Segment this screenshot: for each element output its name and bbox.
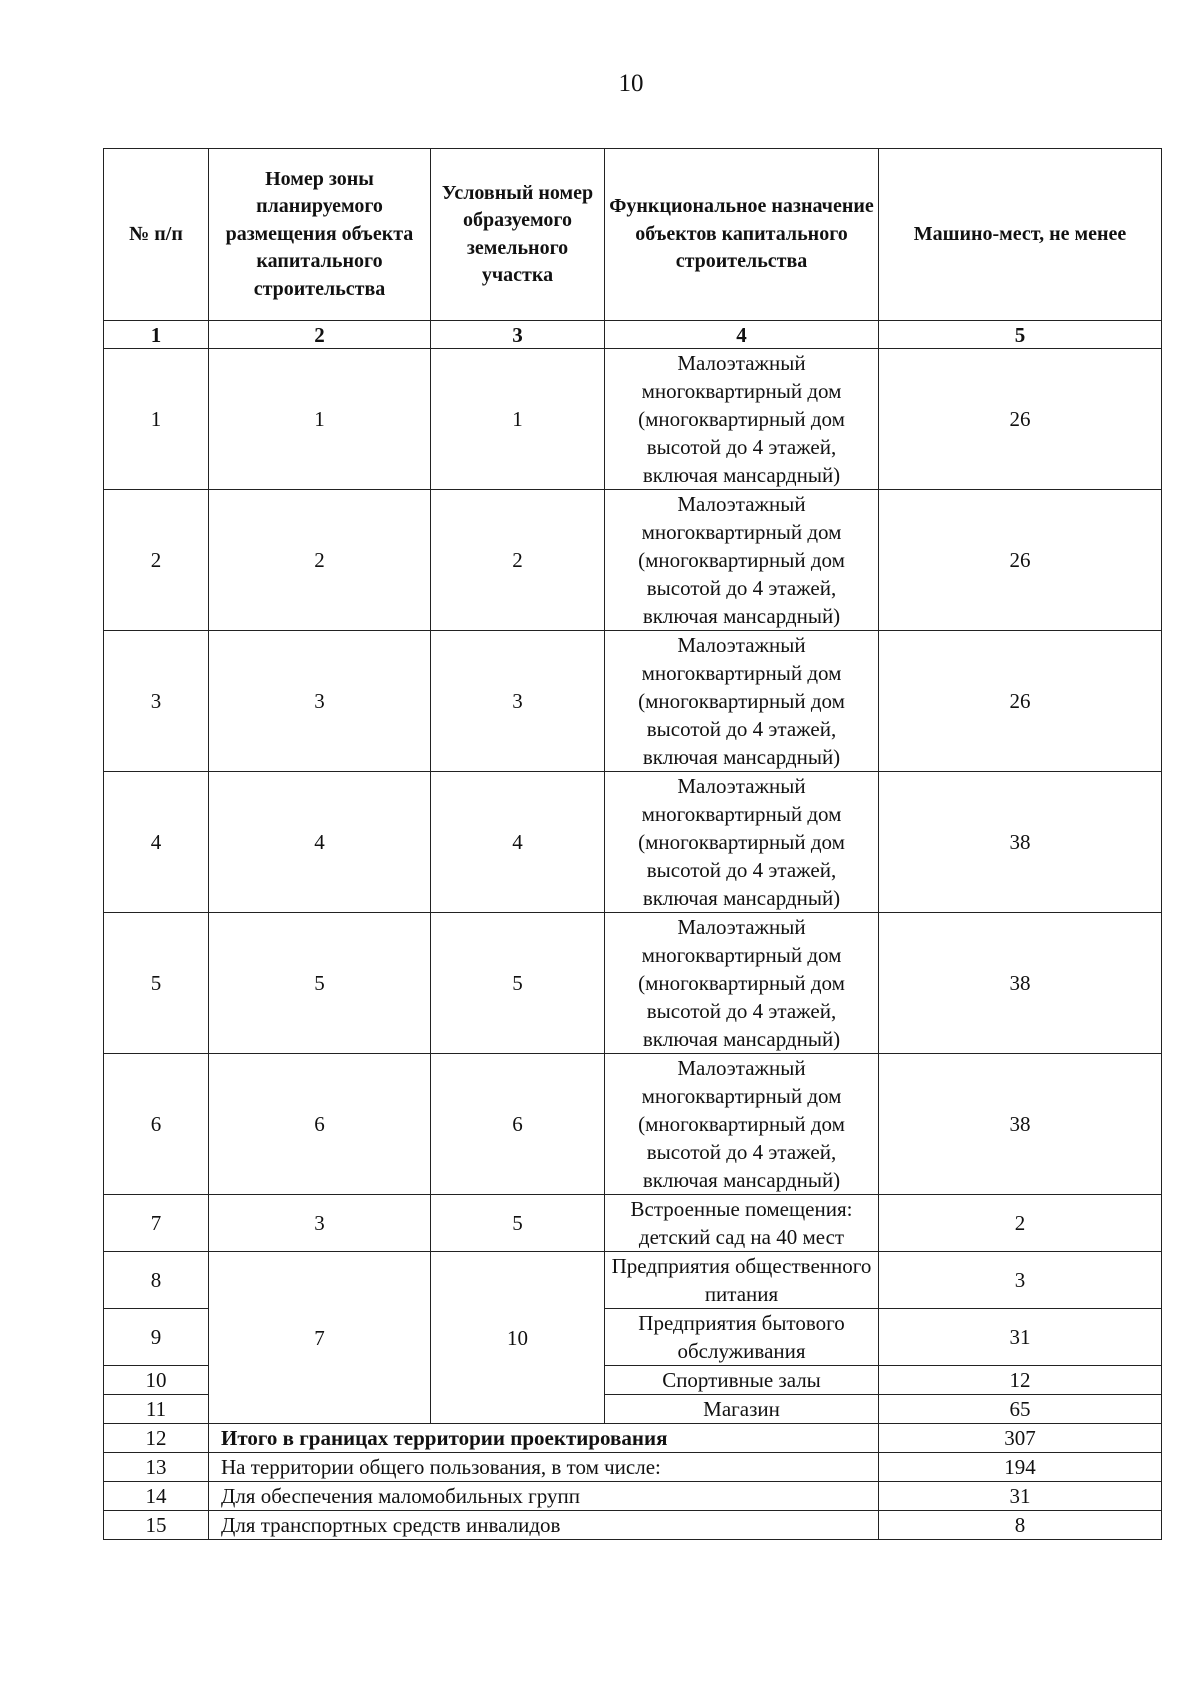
page-number: 10: [618, 70, 644, 97]
parking-spaces: 26: [879, 349, 1162, 490]
parking-spaces: 12: [879, 1366, 1162, 1395]
zone-number: 3: [209, 631, 431, 772]
purpose: Малоэтажный многоквартирный дом (многоквартирный дом высотой до 4 этажей, включая мансардный): [605, 913, 879, 1054]
parking-spaces: 65: [879, 1395, 1162, 1424]
table-row: [104, 772, 1162, 913]
header-zone-number: Номер зоны планируемого размещения объекта капитального строительства: [209, 149, 431, 321]
column-number: 4: [605, 321, 879, 349]
row-number: 15: [104, 1511, 209, 1540]
zone-number: 6: [209, 1054, 431, 1195]
summary-row: [104, 1482, 1162, 1511]
zone-number: 1: [209, 349, 431, 490]
table-header-row: [104, 149, 1162, 321]
parking-spaces: 38: [879, 772, 1162, 913]
purpose: Малоэтажный многоквартирный дом (многоквартирный дом высотой до 4 этажей, включая мансардный): [605, 490, 879, 631]
table-row: [104, 1252, 1162, 1309]
column-number: 2: [209, 321, 431, 349]
parking-spaces: 26: [879, 631, 1162, 772]
plot-number: 6: [431, 1054, 605, 1195]
purpose: Спортивные залы: [605, 1366, 879, 1395]
zone-number: 2: [209, 490, 431, 631]
summary-label: Для обеспечения маломобильных групп: [209, 1482, 879, 1511]
plot-number: 1: [431, 349, 605, 490]
summary-label: Итого в границах территории проектирования: [209, 1424, 879, 1453]
parking-table: [103, 148, 1162, 1540]
plot-number: 5: [431, 1195, 605, 1252]
parking-spaces: 26: [879, 490, 1162, 631]
table-row: [104, 349, 1162, 490]
header-plot-number: Условный номер образуемого земельного участка: [431, 149, 605, 321]
table-row: [104, 1195, 1162, 1252]
purpose: Малоэтажный многоквартирный дом (многоквартирный дом высотой до 4 этажей, включая мансардный): [605, 1054, 879, 1195]
summary-label: На территории общего пользования, в том числе:: [209, 1453, 879, 1482]
header-parking-spaces: Машино-мест, не менее: [879, 149, 1162, 321]
row-number: 14: [104, 1482, 209, 1511]
row-number: 4: [104, 772, 209, 913]
parking-spaces: 3: [879, 1252, 1162, 1309]
row-number: 3: [104, 631, 209, 772]
plot-number: 2: [431, 490, 605, 631]
parking-spaces: 2: [879, 1195, 1162, 1252]
zone-number: 5: [209, 913, 431, 1054]
table-row: [104, 490, 1162, 631]
column-number-row: [104, 321, 1162, 349]
row-number: 10: [104, 1366, 209, 1395]
row-number: 11: [104, 1395, 209, 1424]
purpose: Малоэтажный многоквартирный дом (многоквартирный дом высотой до 4 этажей, включая мансардный): [605, 349, 879, 490]
plot-number: 4: [431, 772, 605, 913]
plot-number: 5: [431, 913, 605, 1054]
parking-spaces: 31: [879, 1482, 1162, 1511]
row-number: 8: [104, 1252, 209, 1309]
parking-spaces: 38: [879, 913, 1162, 1054]
zone-number: 4: [209, 772, 431, 913]
table-row: [104, 631, 1162, 772]
zone-number: 3: [209, 1195, 431, 1252]
total-row: [104, 1424, 1162, 1453]
row-number: 1: [104, 349, 209, 490]
summary-row: [104, 1453, 1162, 1482]
row-number: 6: [104, 1054, 209, 1195]
row-number: 9: [104, 1309, 209, 1366]
plot-number: 3: [431, 631, 605, 772]
row-number: 13: [104, 1453, 209, 1482]
summary-label: Для транспортных средств инвалидов: [209, 1511, 879, 1540]
column-number: 3: [431, 321, 605, 349]
purpose: Малоэтажный многоквартирный дом (многоквартирный дом высотой до 4 этажей, включая мансардный): [605, 631, 879, 772]
header-purpose: Функциональное назначение объектов капитального строительства: [605, 149, 879, 321]
row-number: 5: [104, 913, 209, 1054]
purpose: Малоэтажный многоквартирный дом (многоквартирный дом высотой до 4 этажей, включая мансардный): [605, 772, 879, 913]
parking-spaces: 31: [879, 1309, 1162, 1366]
column-number: 1: [104, 321, 209, 349]
row-number: 2: [104, 490, 209, 631]
table-row: [104, 913, 1162, 1054]
purpose: Предприятия бытового обслуживания: [605, 1309, 879, 1366]
plot-number: 10: [431, 1252, 605, 1424]
zone-number: 7: [209, 1252, 431, 1424]
purpose: Встроенные помещения: детский сад на 40 мест: [605, 1195, 879, 1252]
purpose: Предприятия общественного питания: [605, 1252, 879, 1309]
row-number: 12: [104, 1424, 209, 1453]
table-row: [104, 1054, 1162, 1195]
parking-spaces: 38: [879, 1054, 1162, 1195]
summary-row: [104, 1511, 1162, 1540]
parking-spaces: 307: [879, 1424, 1162, 1453]
row-number: 7: [104, 1195, 209, 1252]
header-row-number: № п/п: [104, 149, 209, 321]
purpose: Магазин: [605, 1395, 879, 1424]
parking-spaces: 194: [879, 1453, 1162, 1482]
parking-spaces: 8: [879, 1511, 1162, 1540]
column-number: 5: [879, 321, 1162, 349]
